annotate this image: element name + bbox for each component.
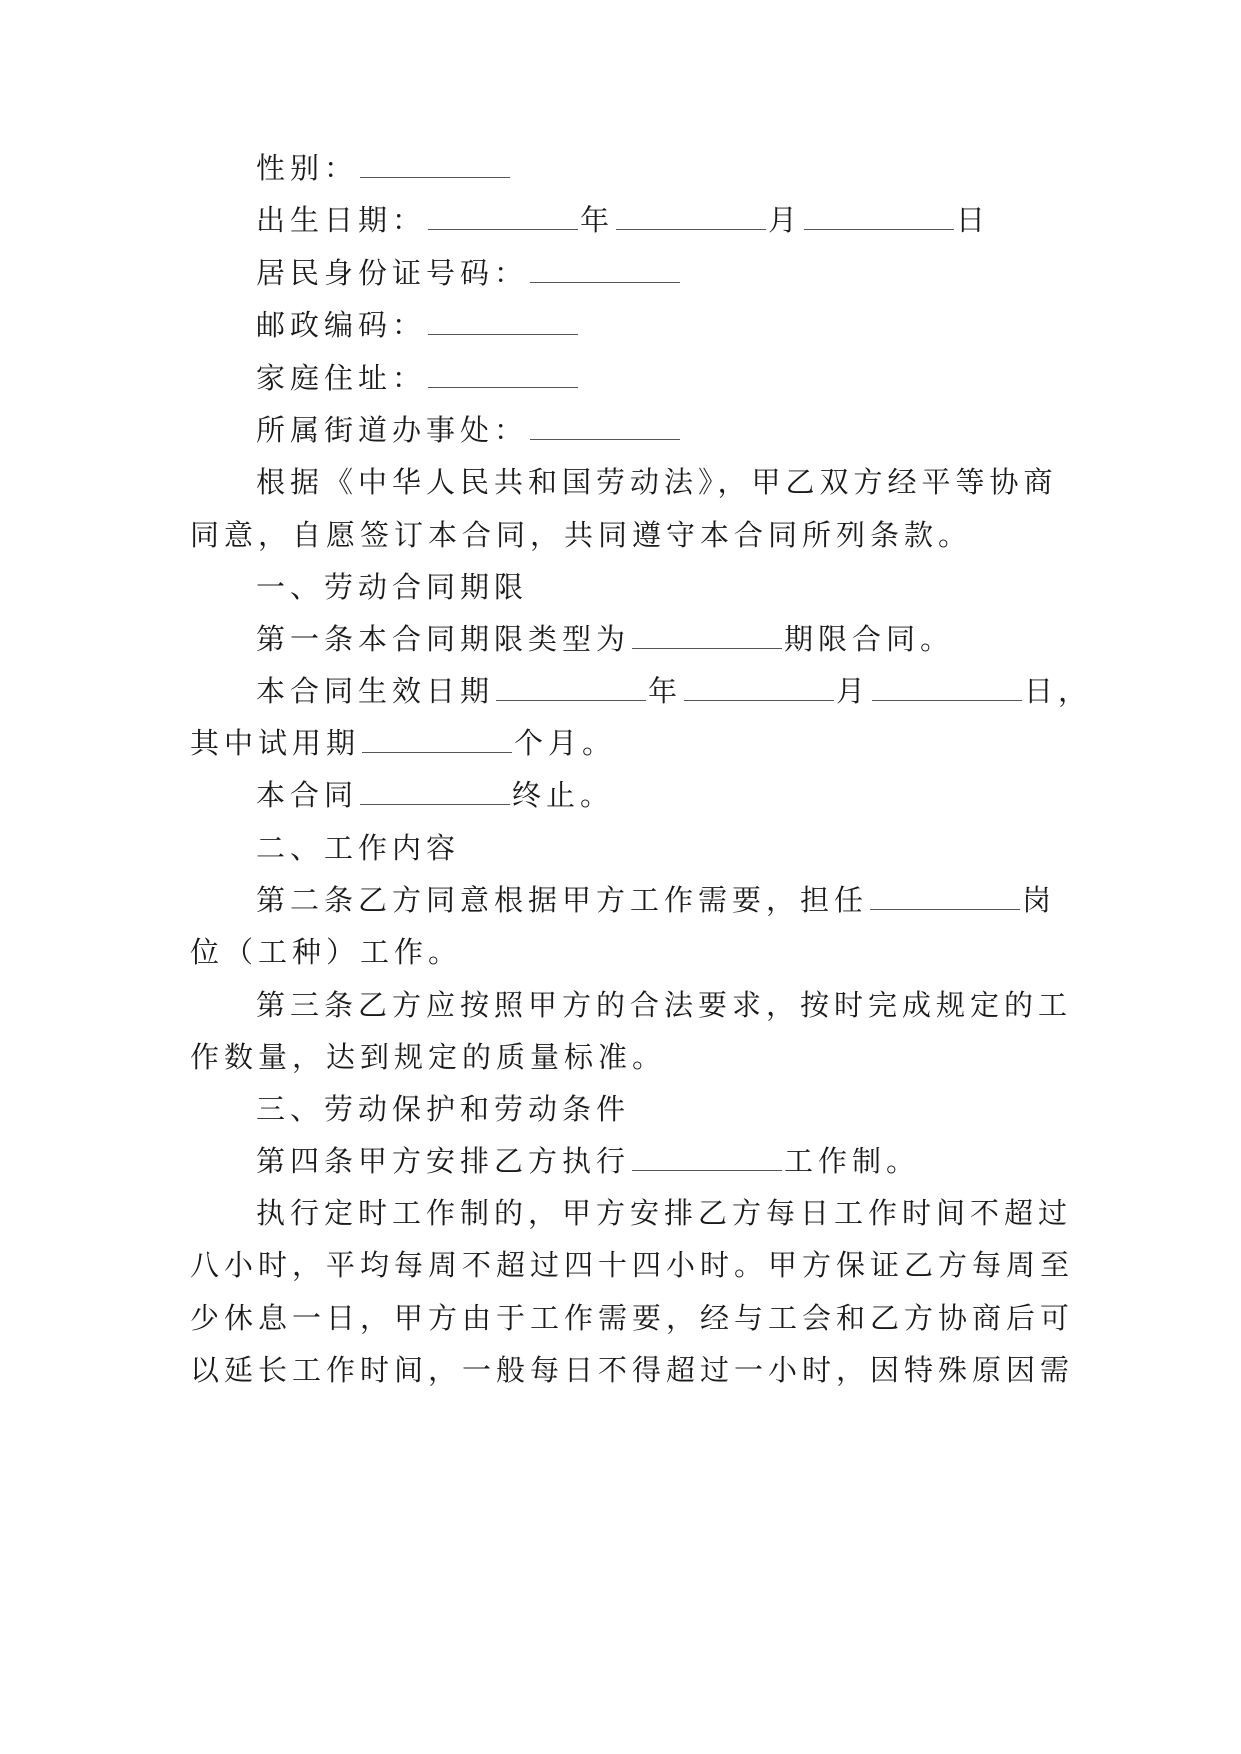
birth-year-blank [428,203,578,230]
day-label: 日 [956,203,991,237]
id-number-label: 居民身份证号码： [256,256,529,290]
birth-date-line [256,200,990,240]
work-hours-line-2: 八小时，平均每周不超过四十四小时。甲方保证乙方每周至 [190,1248,1075,1282]
section-heading-1: 一、劳动合同期限 [256,570,529,604]
intro-paragraph-line-1: 根据《中华人民共和国劳动法》，甲乙双方经平等协商 [256,465,1058,499]
article-4-suffix: 工作制。 [784,1144,921,1178]
postal-code-line [256,305,580,345]
article-3-line-1: 第三条乙方应按照甲方的合法要求，按时完成规定的工 [256,988,1073,1022]
postal-blank [428,308,578,335]
article-1-text: 第一条本合同期限类型为 [256,622,631,656]
effective-month-blank [684,674,834,701]
article-4-line [256,1141,920,1181]
month-label: 月 [768,203,803,237]
article-3-line-2: 作数量，达到规定的质量标准。 [190,1040,667,1074]
gender-line [256,148,512,188]
probation-label: 其中试用期 [190,726,361,760]
month-label: 月 [836,674,871,708]
id-number-blank [530,256,680,283]
termination-blank [360,778,510,805]
street-office-blank [530,413,680,440]
year-label: 年 [648,674,683,708]
section-heading-3: 三、劳动保护和劳动条件 [256,1092,631,1126]
article-4-text: 第四条甲方安排乙方执行 [256,1144,631,1178]
article-1-line [256,619,954,659]
birth-label: 出生日期： [256,203,427,237]
article-2-text: 第二条乙方同意根据甲方工作需要，担任 [256,883,869,917]
termination-suffix: 终止。 [512,778,615,812]
gender-label: 性别： [256,151,359,185]
work-hours-line-3: 少休息一日，甲方由于工作需要，经与工会和乙方协商后可 [190,1301,1075,1335]
address-line [256,358,580,398]
year-label: 年 [580,203,615,237]
probation-line [190,723,616,763]
work-hours-line-4: 以延长工作时间，一般每日不得超过一小时，因特殊原因需 [190,1353,1075,1387]
article-2-line-2: 位（工种）工作。 [190,935,463,969]
street-office-label: 所属街道办事处： [256,413,529,447]
article-2-line-1 [256,880,1056,920]
section-heading-2: 二、工作内容 [256,831,461,865]
intro-paragraph-line-2: 同意，自愿签订本合同，共同遵守本合同所列条款。 [190,518,973,552]
termination-line [256,775,614,815]
effective-day-blank [872,674,1022,701]
id-number-line [256,253,682,293]
birth-day-blank [804,203,954,230]
work-system-blank [632,1144,782,1171]
article-1-suffix: 期限合同。 [784,622,955,656]
article-2-suffix: 岗 [1022,883,1057,917]
work-hours-line-1: 执行定时工作制的，甲方安排乙方每日工作时间不超过 [256,1196,1073,1230]
street-office-line [256,410,682,450]
contract-type-blank [632,622,782,649]
day-label: 日， [1024,674,1093,708]
probation-suffix: 个月。 [514,726,617,760]
effective-year-blank [496,674,646,701]
effective-date-line [256,671,1092,711]
address-label: 家庭住址： [256,361,427,395]
birth-month-blank [616,203,766,230]
postal-label: 邮政编码： [256,308,427,342]
termination-label: 本合同 [256,778,359,812]
probation-blank [362,726,512,753]
position-blank [870,883,1020,910]
effective-date-label: 本合同生效日期 [256,674,495,708]
address-blank [428,361,578,388]
gender-blank [360,151,510,178]
